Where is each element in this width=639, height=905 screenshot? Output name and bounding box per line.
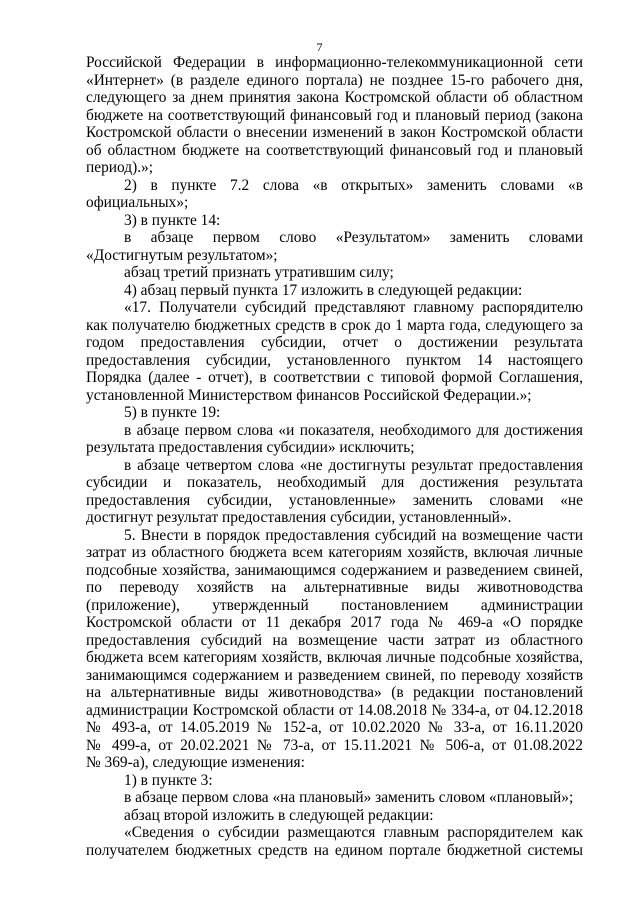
text-line: № 493-а, от 14.05.2019 № 152-а, от 10.02.2020 № 33-а, от 16.11.2020 xyxy=(86,719,583,736)
text-line: в абзаце четвертом слова «не достигнуты результат предоставления xyxy=(124,456,583,474)
text-line: предоставления субсидий на возмещение части затрат из областного xyxy=(86,631,583,649)
text-line: достигнут результат предоставления субсидии, установленный». xyxy=(86,509,512,526)
text-line: в абзаце первом слова «и показателя, необходимого для достижения xyxy=(124,421,583,439)
text-line: № 499-а, от 20.02.2021 № 73-а, от 15.11.2021 № 506-а, от 01.08.2022 xyxy=(86,736,583,754)
text-line: следующего за днем принятия закона Костромской области об областном xyxy=(86,89,583,106)
text-line: Порядка (далее - отчет), в соответствии с типовой формой Соглашения, xyxy=(86,369,583,386)
text-line: абзац второй изложить в следующей редакции: xyxy=(124,806,434,824)
text-line: субсидии и показатель, необходимый для достижения результата xyxy=(86,474,583,491)
text-line: бюджета всем категориям хозяйств, включая личные подсобные хозяйства, xyxy=(86,649,583,666)
text-line: 4) абзац первый пункта 17 изложить в следующей редакции: xyxy=(124,281,523,299)
text-line: абзац третий признать утратившим силу; xyxy=(124,264,394,281)
text-line: Костромской области от 11 декабря 2017 года № 469-а «О порядке xyxy=(86,614,583,631)
text-line: 2) в пункте 7.2 слова «в открытых» заменить словами «в xyxy=(124,176,583,194)
text-line: «Интернет» (в разделе единого портала) не позднее 15-го рабочего дня, xyxy=(86,71,583,89)
text-line: в абзаце первом слово «Результатом» заменить словами xyxy=(124,229,583,246)
text-line: получателем бюджетных средств на едином портале бюджетной системы xyxy=(86,841,583,859)
text-line: администрации Костромской области от 14.08.2018 № 334-а, от 04.12.2018 xyxy=(86,701,583,719)
text-line: Костромской области о внесении изменений в закон Костромской области xyxy=(86,124,583,141)
text-line: по переводу хозяйств на альтернативные виды животноводства xyxy=(86,579,583,596)
text-line: об областном бюджете на соответствующий финансовый год и плановый xyxy=(86,141,583,159)
page-number: 7 xyxy=(316,40,323,54)
text-line: бюджете на соответствующий финансовый год и плановый период (закона xyxy=(86,106,583,124)
document-body xyxy=(86,54,583,859)
text-line: подсобные хозяйства, занимающимся содержанием и разведением свиней, xyxy=(86,561,583,579)
text-line: «17. Получатели субсидий представляют главному распорядителю xyxy=(124,299,583,316)
text-line: «Достигнутым результатом»; xyxy=(86,246,278,264)
text-line: 1) в пункте 3: xyxy=(124,771,213,789)
text-line: «Сведения о субсидии размещаются главным распорядителем как xyxy=(124,824,583,841)
text-line: предоставления субсидии, установленного пунктом 14 настоящего xyxy=(86,351,583,369)
text-line: № 369-а), следующие изменения: xyxy=(86,754,305,771)
text-line: предоставления субсидии, установленные» заменить словами «не xyxy=(86,491,583,509)
text-line: 5. Внести в порядок предоставления субсидий на возмещение части xyxy=(124,526,583,544)
text-line: Российской Федерации в информационно-телекоммуникационной сети xyxy=(86,54,583,71)
text-line: результата предоставления субсидии» исключить; xyxy=(86,439,415,456)
text-line: на альтернативные виды животноводства» (в редакции постановлений xyxy=(86,684,583,701)
text-line: затрат из областного бюджета всем категориям хозяйств, включая личные xyxy=(86,544,583,561)
text-line: официальных»; xyxy=(86,194,189,211)
text-line: в абзаце первом слова «на плановый» заменить словом «плановый»; xyxy=(124,789,574,806)
text-line: (приложение), утвержденный постановлением администрации xyxy=(86,596,583,614)
text-line: годом предоставления субсидии, отчет о достижении результата xyxy=(86,334,583,351)
text-line: 5) в пункте 19: xyxy=(124,404,221,421)
text-line: установленной Министерством финансов Российской Федерации.»; xyxy=(86,386,532,404)
text-line: 3) в пункте 14: xyxy=(124,211,221,229)
text-line: занимающимся содержанием и разведением свиней, по переводу хозяйств xyxy=(86,666,583,684)
text-line: как получателю бюджетных средств в срок до 1 марта года, следующего за xyxy=(86,316,583,334)
text-line: период).»; xyxy=(86,159,154,176)
